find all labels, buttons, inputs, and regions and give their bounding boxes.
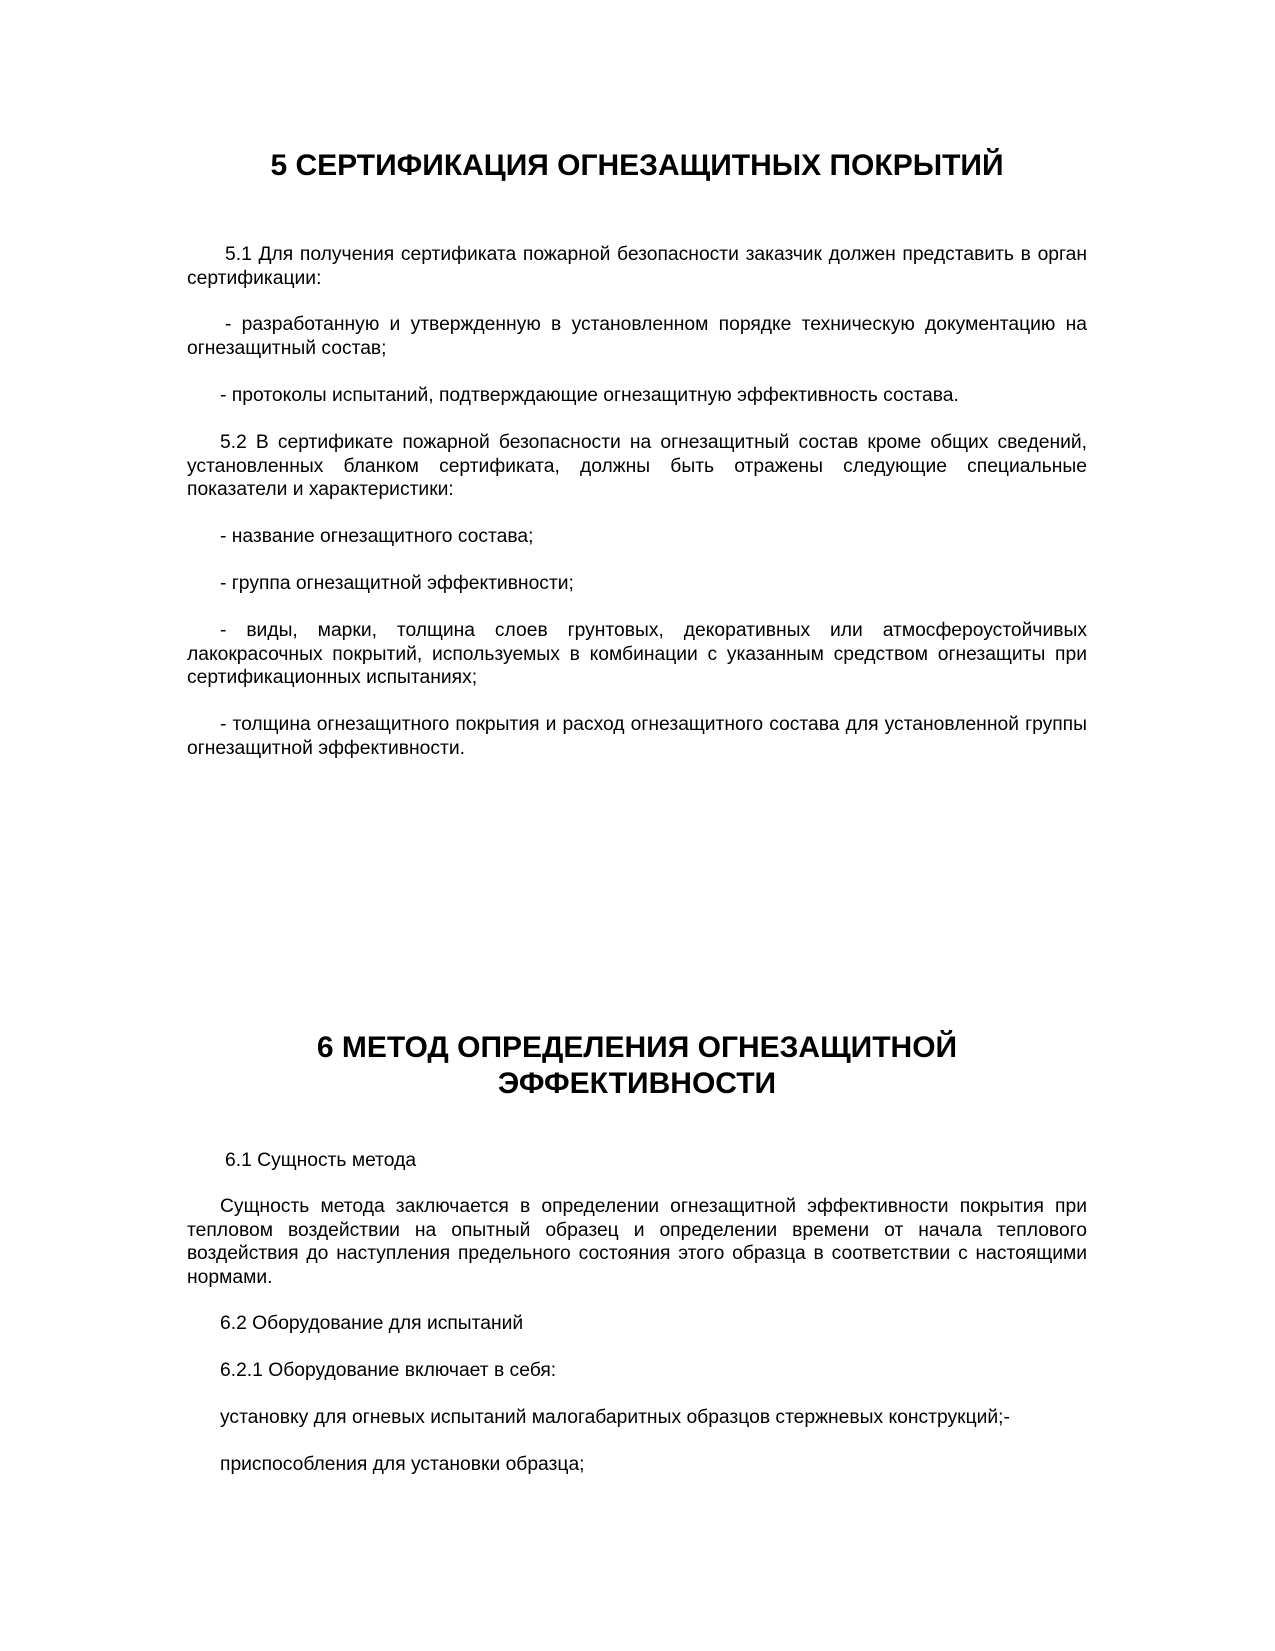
paragraph-6-1: 6.1 Сущность метода <box>225 1150 417 1171</box>
list-item-protocols: - протоколы испытаний, подтверждающие огнезащитную эффективность состава. <box>220 385 959 406</box>
list-item-thickness: - толщина огнезащитного покрытия и расход огнезащитного состава для установленной группы огнезащитной эффективности. <box>187 714 1087 759</box>
paragraph-5-2: 5.2 В сертификате пожарной безопасности на огнезащитный состав кроме общих сведений, установленных бланком сертификата, должны быть отражены следующие специальные показатели и характеристики: <box>187 432 1087 500</box>
section-6-title-line-2: ЭФФЕКТИВНОСТИ <box>497 1067 777 1100</box>
paragraph-6-2: 6.2 Оборудование для испытаний <box>220 1313 524 1334</box>
paragraph-5-1: 5.1 Для получения сертификата пожарной безопасности заказчик должен представить в орган сертификации: <box>187 244 1087 289</box>
section-6-title <box>187 1030 1087 1102</box>
list-item-installation: установку для огневых испытаний малогабаритных образцов стержневых конструкций;- <box>220 1407 1010 1428</box>
section-5-title: 5 СЕРТИФИКАЦИЯ ОГНЕЗАЩИТНЫХ ПОКРЫТИЙ <box>270 149 1004 182</box>
paragraph-method-essence: Сущность метода заключается в определении огнезащитной эффективности покрытия при тепловом воздействии на опытный образец и определении времени от начала теплового воздействия до наступления предельного состояния этого образца в соответствии с настоящими нормами. <box>187 1196 1087 1288</box>
list-item-name: - название огнезащитного состава; <box>220 526 534 547</box>
list-item-documentation: - разработанную и утвержденную в установленном порядке техническую документацию на огнезащитный состав; <box>187 314 1087 359</box>
section-6-title-line-1: 6 МЕТОД ОПРЕДЕЛЕНИЯ ОГНЕЗАЩИТНОЙ <box>316 1031 958 1064</box>
list-item-coatings: - виды, марки, толщина слоев грунтовых, декоративных или атмосфероустойчивых лакокрасочных покрытий, используемых в комбинации с указанным средством огнезащиты при сертификационных испытаниях; <box>187 620 1087 688</box>
list-item-group: - группа огнезащитной эффективности; <box>220 573 574 594</box>
paragraph-6-2-1: 6.2.1 Оборудование включает в себя: <box>220 1360 557 1381</box>
list-item-fixtures: приспособления для установки образца; <box>220 1454 585 1475</box>
